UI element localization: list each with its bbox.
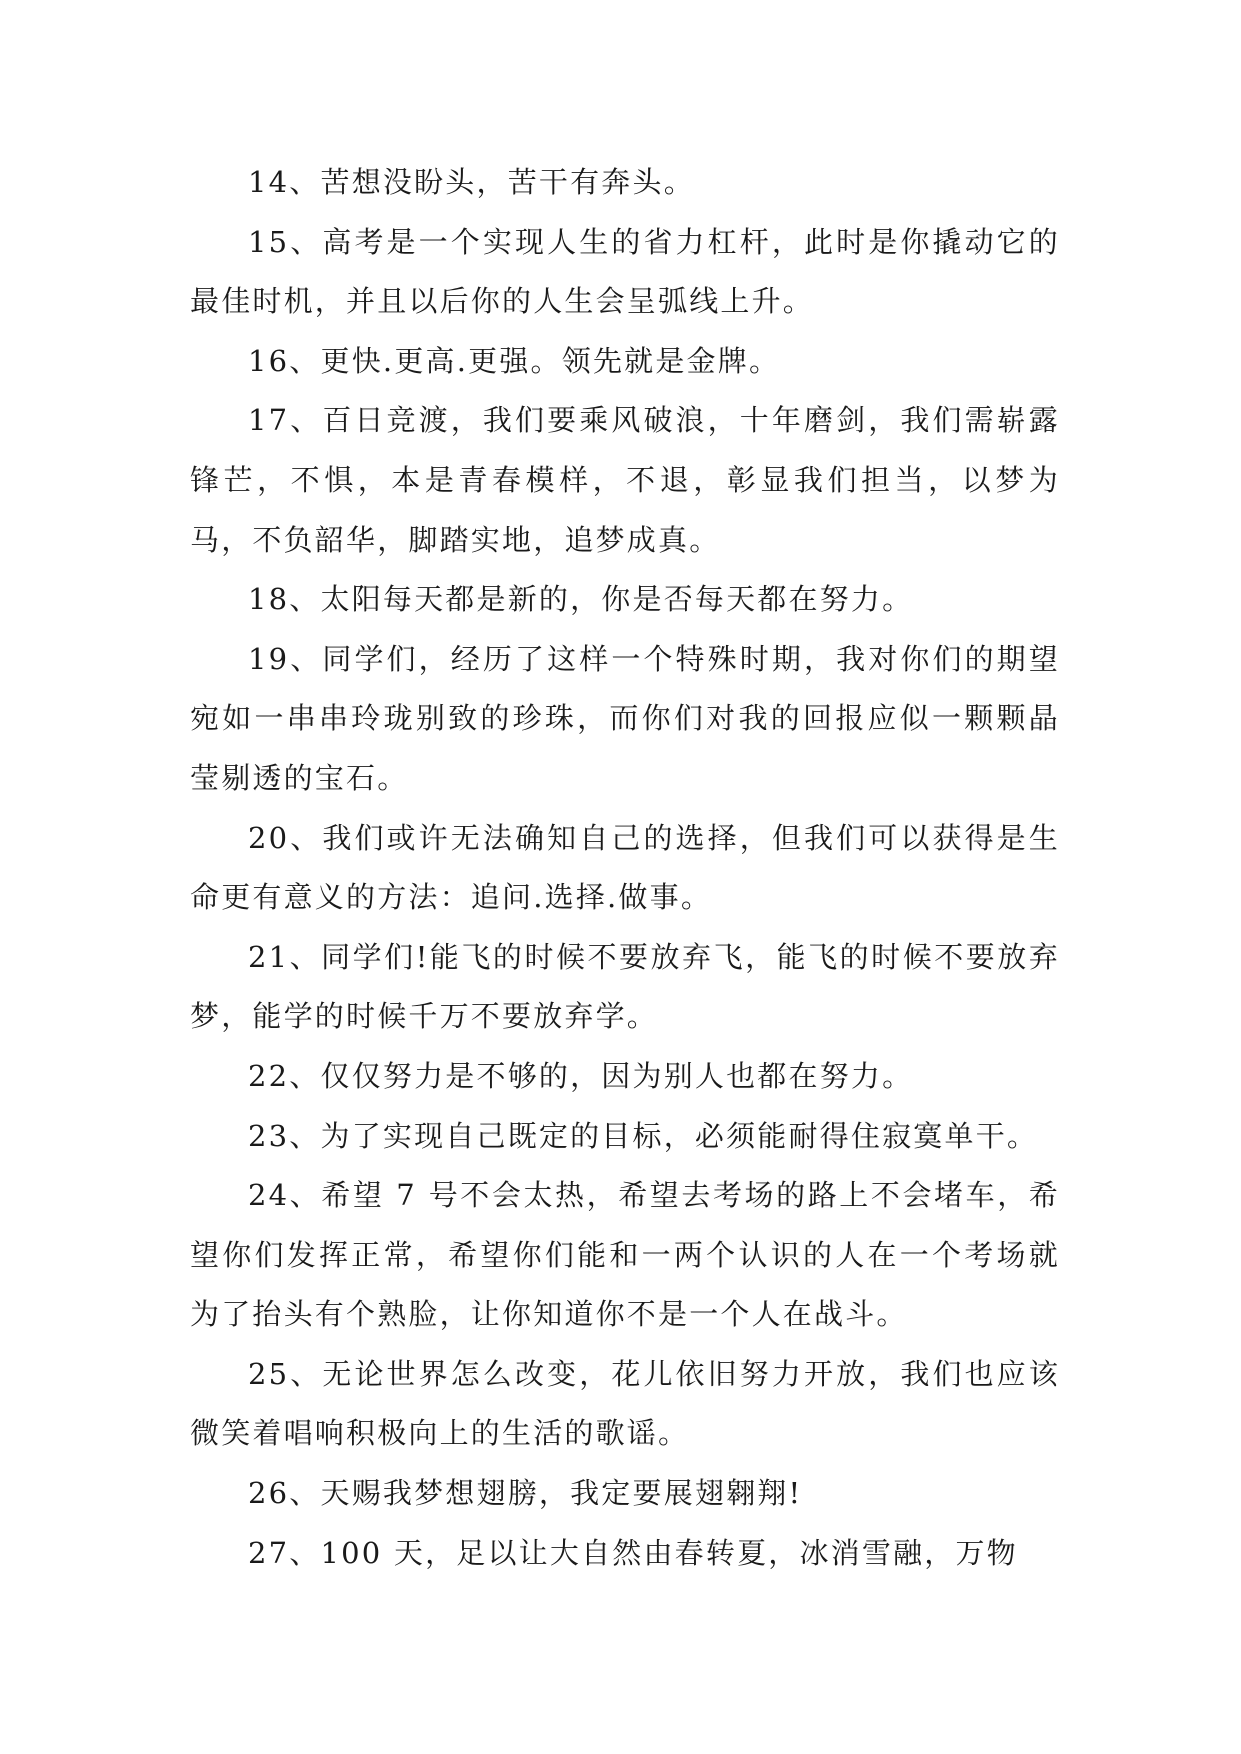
paragraph-20: 20、我们或许无法确知自己的选择，但我们可以获得是生命更有意义的方法：追问.选择.做事。 — [190, 820, 1060, 915]
paragraph-21: 21、同学们!能飞的时候不要放弃飞，能飞的时候不要放弃梦，能学的时候千万不要放弃学。 — [190, 939, 1060, 1034]
paragraph-16: 16、更快.更高.更强。领先就是金牌。 — [248, 343, 781, 378]
paragraph-15: 15、高考是一个实现人生的省力杠杆，此时是你撬动它的最佳时机，并且以后你的人生会呈弧线上升。 — [190, 224, 1060, 319]
paragraph-22: 22、仅仅努力是不够的，因为别人也都在努力。 — [248, 1058, 914, 1093]
paragraph-23: 23、为了实现自己既定的目标，必须能耐得住寂寞单干。 — [248, 1118, 1039, 1153]
paragraph-14: 14、苦想没盼头，苦干有奔头。 — [248, 165, 695, 199]
document-body — [190, 153, 1060, 1583]
paragraph-27: 27、100 天，足以让大自然由春转夏，冰消雪融，万物 — [248, 1535, 1018, 1570]
paragraph-24: 24、希望 7 号不会太热，希望去考场的路上不会堵车，希望你们发挥正常，希望你们能和一两个认识的人在一个考场就为了抬头有个熟脸，让你知道你不是一个人在战斗。 — [190, 1178, 1060, 1332]
paragraph-18: 18、太阳每天都是新的，你是否每天都在努力。 — [248, 582, 914, 617]
paragraph-25: 25、无论世界怎么改变，花儿依旧努力开放，我们也应该微笑着唱响积极向上的生活的歌谣。 — [190, 1356, 1060, 1451]
paragraph-19: 19、同学们，经历了这样一个特殊时期，我对你们的期望宛如一串串玲珑别致的珍珠，而你们对我的回报应似一颗颗晶莹剔透的宝石。 — [190, 641, 1060, 795]
paragraph-26: 26、天赐我梦想翅膀，我定要展翅翱翔! — [248, 1476, 803, 1511]
paragraph-17: 17、百日竞渡，我们要乘风破浪，十年磨剑，我们需崭露锋芒，不惧，本是青春模样，不退，彰显我们担当，以梦为马，不负韶华，脚踏实地，追梦成真。 — [190, 403, 1060, 557]
